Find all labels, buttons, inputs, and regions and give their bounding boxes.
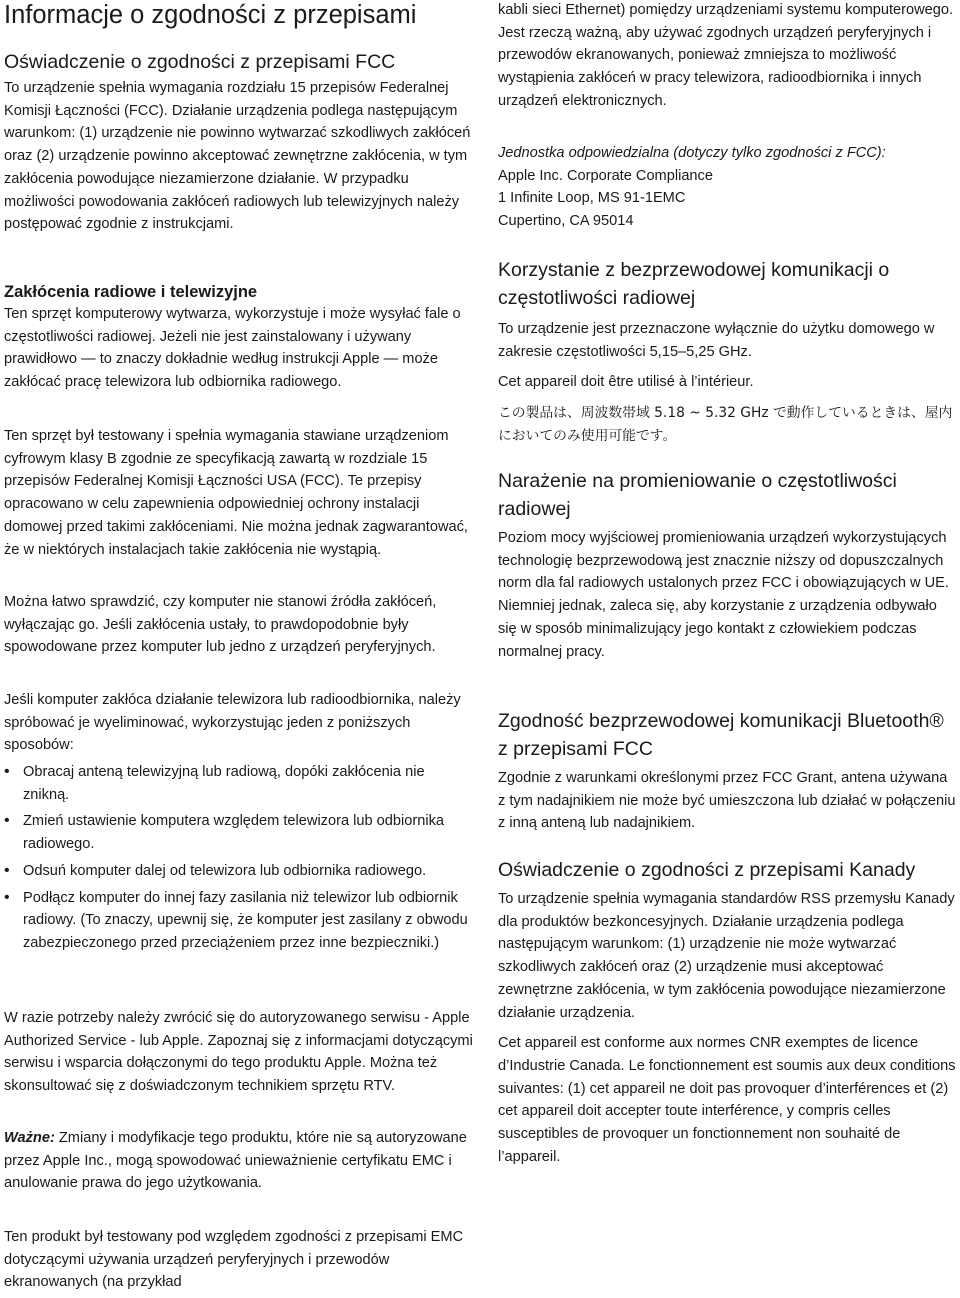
radio-paragraph-4: Jeśli komputer zakłóca działanie telewizora lub radioodbiornika, należy spróbować je wyeliminować, wykorzystując jeden z poniższych sposobów: xyxy=(4,692,461,754)
emc-paragraph-continued: kabli sieci Ethernet) pomiędzy urządzeniami systemu komputerowego. Jest rzeczą ważną, aby używać zgodnych urządzeń peryferyjnych i przewodów ekranowanych, ponieważ zmniejsza to możliwość wystąpienia zakłóceń w pracy telewizora, radioodbiornika i innych urządzeń elektronicznych. xyxy=(498,2,954,109)
canada-heading: Oświadczenie o zgodności z przepisami Kanady xyxy=(498,859,916,881)
exposure-section xyxy=(498,467,956,663)
bluetooth-heading: Zgodność bezprzewodowej komunikacji Bluetooth® z przepisami FCC xyxy=(498,710,944,760)
wireless-section xyxy=(498,256,956,448)
wireless-paragraph-2: Cet appareil doit être utilisé à l’intérieur. xyxy=(498,374,754,391)
fcc-heading: Oświadczenie o zgodności z przepisami FCC xyxy=(4,51,396,73)
wireless-paragraph-1: To urządzenie jest przeznaczone wyłącznie do użytku domowego w zakresie częstotliwości 5,15–5,25 GHz. xyxy=(498,321,935,360)
radio-paragraph-5: W razie potrzeby należy zwrócić się do autoryzowanego serwisu - Apple Authorized Service - lub Apple. Zapoznaj się z informacjami dotyczącymi serwisu i wsparcia dołączonymi do tego produktu Apple. Można też skonsultować się z doświadczonym technikiem sprzętu RTV. xyxy=(4,1010,473,1095)
fcc-section xyxy=(4,50,474,236)
radio-heading: Zakłócenia radiowe i telewizyjne xyxy=(4,283,258,301)
responsible-party xyxy=(498,142,956,233)
responsible-line: 1 Infinite Loop, MS 91-1EMC xyxy=(498,190,686,207)
list-item: • Zmień ustawienie komputera względem telewizora lub odbiornika radiowego. xyxy=(4,810,474,855)
canada-paragraph-2: Cet appareil est conforme aux normes CNR exemptes de licence d’Industrie Canada. Le fonctionnement est soumis aux deux conditions suivantes: (1) cet appareil ne doit pas provoquer d’interférences et (2) cet appareil doit accepter toute interférence, y compris celles susceptibles de provoquer un fonctionnement non souhaité de l’appareil. xyxy=(498,1035,956,1165)
remedy-list xyxy=(4,761,474,959)
list-item: • Obracaj anteną telewizyjną lub radiową, dopóki zakłócenia nie znikną. xyxy=(4,761,474,806)
important-note xyxy=(4,1127,474,1195)
emc-paragraph: Ten produkt był testowany pod względem zgodności z przepisami EMC dotyczącymi używania urządzeń peryferyjnych i przewodów ekranowanych (na przykład xyxy=(4,1229,464,1291)
responsible-label: Jednostka odpowiedzialna (dotyczy tylko zgodności z FCC): xyxy=(498,145,886,161)
wireless-heading: Korzystanie z bezprzewodowej komunikacji o częstotliwości radiowej xyxy=(498,259,890,309)
radio-section xyxy=(4,281,474,394)
list-item: • Odsuń komputer dalej od telewizora lub odbiornika radiowego. xyxy=(4,860,474,883)
important-text: Zmiany i modyfikacje tego produktu, które nie są autoryzowane przez Apple Inc., mogą spowodować unieważnienie certyfikatu EMC i anulowanie prawa do jego użytkowania. xyxy=(4,1130,467,1192)
canada-section xyxy=(498,856,956,1168)
bluetooth-paragraph: Zgodnie z warunkami określonymi przez FCC Grant, antena używana z tym nadajnikiem nie może być umieszczona lub działać w połączeniu z inną anteną lub nadajnikiem. xyxy=(498,770,956,832)
radio-paragraph-3: Można łatwo sprawdzić, czy komputer nie stanowi źródła zakłóceń, wyłączając go. Jeśli zakłócenia ustały, to prawdopodobnie były spowodowane przez komputer lub jedno z urządzeń peryferyjnych. xyxy=(4,594,437,656)
important-label: Ważne: xyxy=(4,1130,55,1146)
exposure-paragraph: Poziom mocy wyjściowej promieniowania urządzeń wykorzystujących technologię bezprzewodową jest znacznie niższy od dopuszczalnych norm dla fal radiowych ustalonych przez FCC i obowiązujących w UE. Niemniej jednak, zaleca się, aby korzystanie z urządzenia odbywało się w sposób minimalizujący jego kontakt z człowiekiem podczas normalnej pracy. xyxy=(498,530,949,660)
list-item: • Podłącz komputer do innej fazy zasilania niż telewizor lub odbiornik radiowy. (To znaczy, upewnij się, że komputer jest zasilany z obwodu zabezpieczonego przed przeciążeniem przez inne bezpieczniki.) xyxy=(4,887,474,955)
exposure-heading: Narażenie na promieniowanie o częstotliwości radiowej xyxy=(498,470,897,520)
radio-paragraph-2: Ten sprzęt był testowany i spełnia wymagania stawiane urządzeniom cyfrowym klasy B zgodnie ze specyfikacją zawartą w rozdziale 15 przepisów Federalnej Komisji Łączności USA (FCC). Te przepisy opracowano w celu zapewnienia odpowiedniej ochrony instalacji domowej przed takimi zakłóceniami. Nie można jednak zagwarantować, że w niektórych instalacjach takie zakłócenia nie wystąpią. xyxy=(4,428,468,558)
responsible-line: Cupertino, CA 95014 xyxy=(498,213,634,230)
radio-paragraph-1: Ten sprzęt komputerowy wytwarza, wykorzystuje i może wysyłać fale o częstotliwości radiowej. Jeżeli nie jest zainstalowany i używany prawidłowo — to znaczy dokładnie według instrukcji Apple — może zakłócać pracę telewizora lub odbiornika radiowego. xyxy=(4,306,461,391)
bluetooth-section xyxy=(498,707,956,835)
page-title: Informacje o zgodności z przepisami xyxy=(4,1,417,29)
fcc-body: To urządzenie spełnia wymagania rozdziału 15 przepisów Federalnej Komisji Łączności (FCC). Działanie urządzenia podlega następującym warunkom: (1) urządzenie nie powinno wytwarzać szkodliwych zakłóceń oraz (2) urządzenie powinno akceptować zewnętrzne zakłócenia, w tym zakłócenia powodujące niezamierzone działanie. W przypadku możliwości powodowania zakłóceń radiowych lub telewizyjnych należy postępować zgodnie z instrukcjami. xyxy=(4,80,471,233)
canada-paragraph-1: To urządzenie spełnia wymagania standardów RSS przemysłu Kanady dla produktów bezkoncesyjnych. Działanie urządzenia podlega następującym warunkom: (1) urządzenie nie może wytwarzać szkodliwych zakłóceń oraz (2) urządzenie musi akceptować zewnętrzne zakłócenia, w tym zakłócenia powodujące niezamierzone działanie urządzenia. xyxy=(498,891,955,1021)
responsible-line: Apple Inc. Corporate Compliance xyxy=(498,167,713,184)
wireless-paragraph-jp: この製品は、周波数帯域 5.18 ~ 5.32 GHz で動作しているときは、屋内においてのみ使用可能です。 xyxy=(498,405,953,444)
